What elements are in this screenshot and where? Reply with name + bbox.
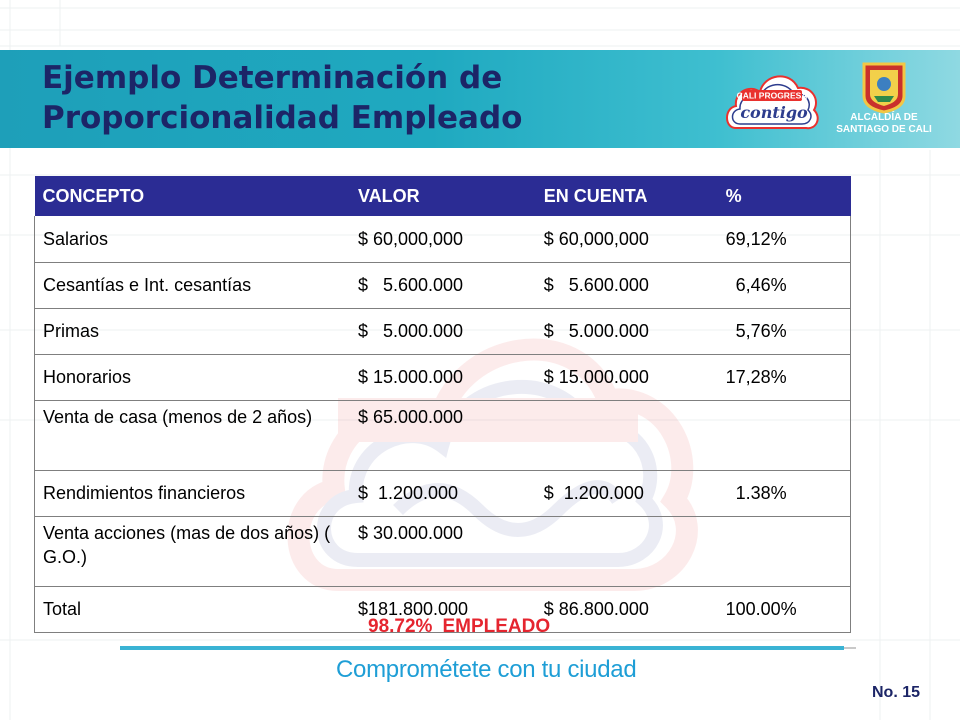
cell-valor: $ 5.600.000 [350,262,536,308]
footer-slogan: Comprométete con tu ciudad [336,656,637,683]
page-number: No. 15 [871,684,920,701]
cell-valor: $ 60,000,000 [350,216,536,262]
cell-en-cuenta: $ 15.000.000 [536,354,718,400]
cell-percent [718,516,851,586]
cell-concepto: Honorarios [35,354,350,400]
cell-en-cuenta: $ 5.600.000 [536,262,718,308]
header-en-cuenta: EN CUENTA [536,176,718,216]
cell-percent: 69,12% [718,216,851,262]
cali-progresa-logo [722,62,822,138]
cell-valor: $ 5.000.000 [350,308,536,354]
logo-cali-script-text: contigo [740,103,808,122]
table-row [35,400,851,470]
summary-percent: 98.72% [368,616,433,637]
cell-en-cuenta [536,516,718,586]
cell-percent: 100.00% [718,586,851,632]
alcaldia-line-1: ALCALDÍA DE [850,112,918,123]
table-row [35,354,851,400]
header-valor: VALOR [350,176,536,216]
cell-concepto: Cesantías e Int. cesantías [35,262,350,308]
header-percent: % [718,176,851,216]
title-line-1: Ejemplo Determinación de [42,60,503,96]
title-line-2: Proporcionalidad Empleado [42,100,523,136]
alcaldia-line-2: SANTIAGO DE CALI [836,124,932,135]
slide-title [42,58,682,138]
cell-percent: 17,28% [718,354,851,400]
logo-cali-top-text: CALI PROGRESA [736,90,808,101]
cell-valor: $ 1.200.000 [350,470,536,516]
cell-valor: $ 65.000.000 [350,400,536,470]
summary-note [368,616,550,638]
table-row [35,308,851,354]
cell-percent: 1.38% [718,470,851,516]
table-header-row [35,176,851,216]
table-row [35,262,851,308]
table-row [35,216,851,262]
cell-concepto: Rendimientos financieros [35,470,350,516]
cell-concepto: Venta acciones (mas de dos años) ( G.O.) [35,516,350,586]
table-row [35,470,851,516]
summary-label: EMPLEADO [442,616,551,637]
cell-concepto: Venta de casa (menos de 2 años) [35,400,350,470]
cell-en-cuenta: $ 1.200.000 [536,470,718,516]
cell-valor: $181.800.000 [350,586,536,632]
header-concepto: CONCEPTO [35,176,350,216]
cell-en-cuenta [536,400,718,470]
cell-valor: $ 15.000.000 [350,354,536,400]
alcaldia-label [834,112,934,136]
cell-en-cuenta: $ 86.800.000 [536,586,718,632]
cell-percent: 6,46% [718,262,851,308]
table-row [35,516,851,586]
cell-en-cuenta: $ 60,000,000 [536,216,718,262]
cell-concepto: Total [35,586,350,632]
concept-table [34,176,851,633]
cell-en-cuenta: $ 5.000.000 [536,308,718,354]
cell-percent: 5,76% [718,308,851,354]
footer-divider [120,646,844,650]
cell-percent [718,400,851,470]
cell-valor: $ 30.000.000 [350,516,536,586]
cell-concepto: Salarios [35,216,350,262]
footer-divider-end [844,647,856,649]
cell-concepto: Primas [35,308,350,354]
